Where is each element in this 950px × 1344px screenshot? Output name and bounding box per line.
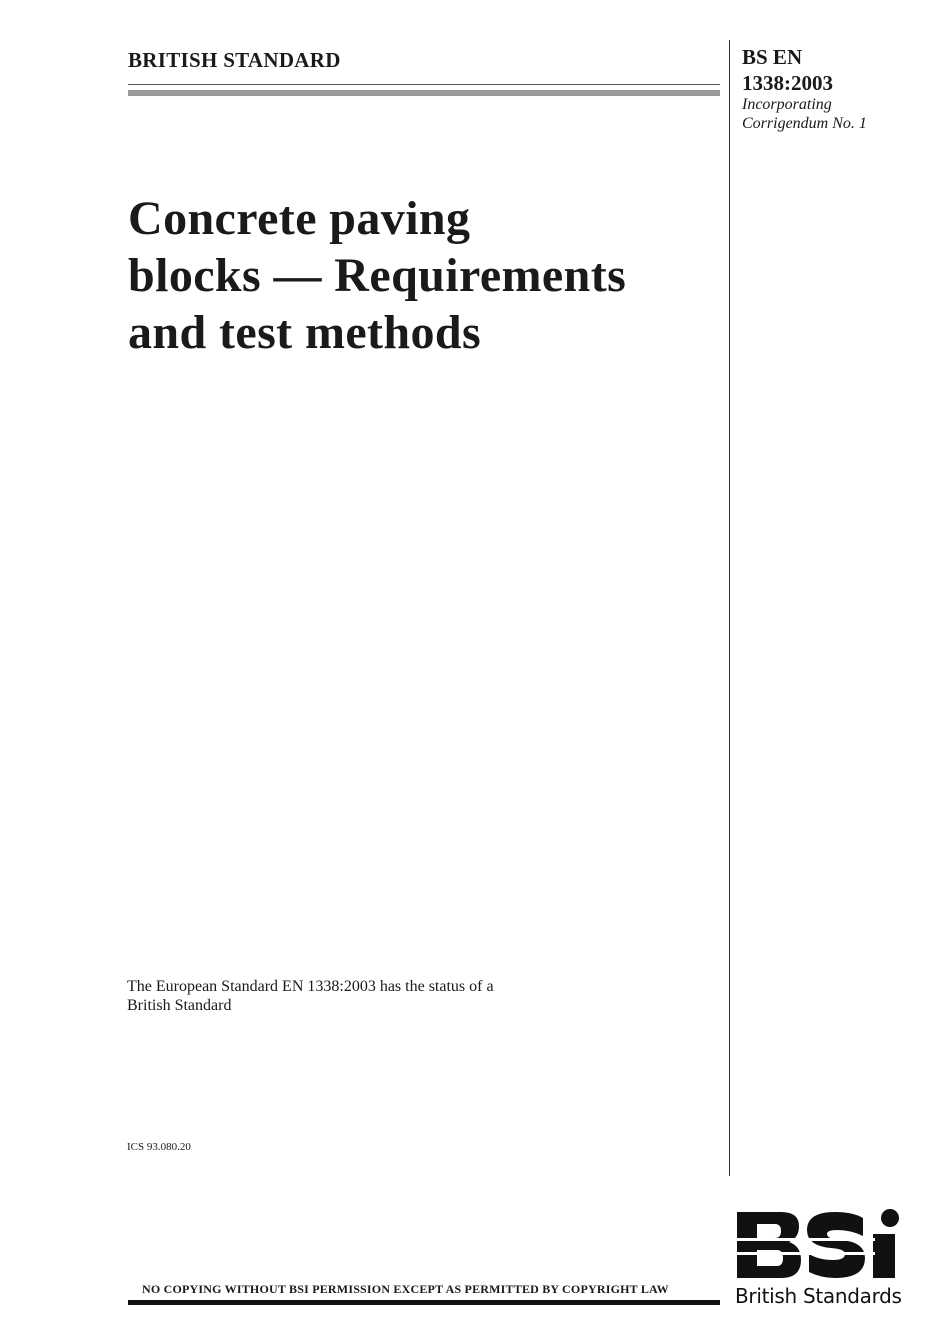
standard-number-line1: BS EN (742, 45, 803, 69)
status-line1: The European Standard EN 1338:2003 has the status of a (127, 978, 494, 995)
standard-number (742, 44, 833, 96)
footer-rule (128, 1300, 720, 1305)
standard-number-line2: 1338:2003 (742, 71, 833, 95)
title-line3: and test methods (128, 306, 482, 359)
corrigendum-line2: Corrigendum No. 1 (742, 115, 867, 132)
corrigendum-note (742, 95, 867, 133)
ics-code: ICS 93.080.20 (127, 1141, 191, 1153)
header-thin-rule (128, 84, 720, 85)
title-line1: Concrete paving (128, 192, 471, 245)
bsi-logo (735, 1208, 907, 1308)
title-line2: blocks — Requirements (128, 249, 627, 302)
vertical-divider (729, 40, 730, 1176)
header-thick-rule (128, 90, 720, 96)
logo-caption: British Standards (735, 1284, 902, 1308)
document-title (128, 190, 728, 361)
status-line2: British Standard (127, 997, 232, 1014)
document-type-label: BRITISH STANDARD (128, 48, 341, 72)
status-statement (127, 977, 587, 1015)
corrigendum-line1: Incorporating (742, 96, 832, 113)
copyright-notice: NO COPYING WITHOUT BSI PERMISSION EXCEPT AS PERMITTED BY COPYRIGHT LAW (142, 1282, 669, 1296)
bsi-logo-mark (735, 1208, 905, 1282)
